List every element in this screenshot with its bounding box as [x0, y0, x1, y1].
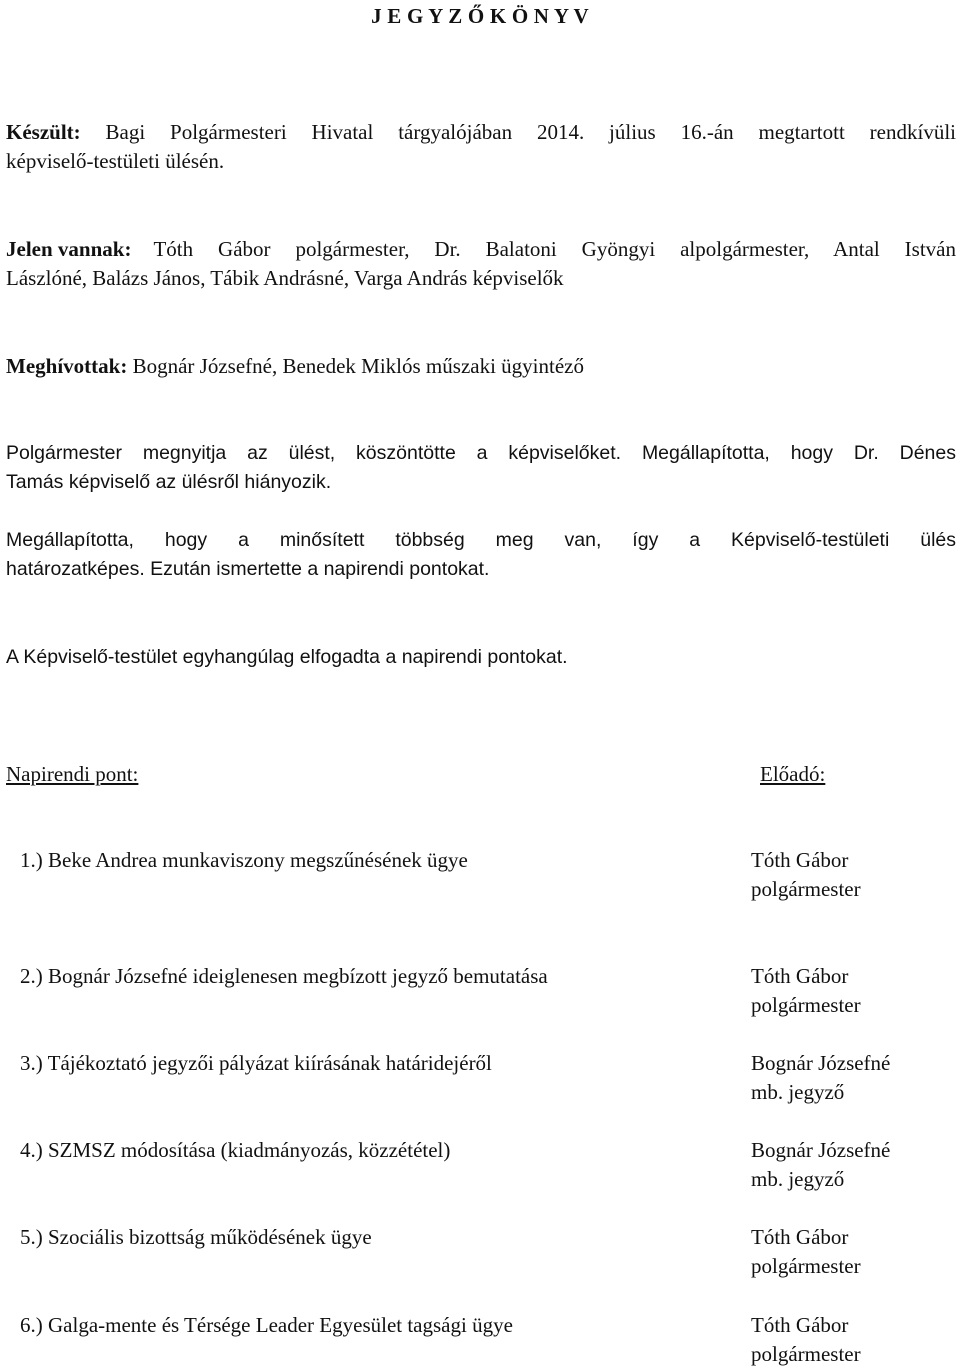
meghivottak-label: Meghívottak:	[6, 354, 128, 378]
opening-line2: Tamás képviselő az ülésről hiányozik.	[6, 471, 332, 493]
presenter-name: Tóth Gábor	[751, 1313, 849, 1337]
agenda-presenter-4	[751, 1136, 956, 1194]
presenter-role: polgármester	[751, 877, 861, 901]
jelen-label: Jelen vannak:	[6, 237, 132, 261]
jelen-paragraph	[6, 235, 956, 293]
agenda-header-presenter	[760, 760, 825, 789]
presenter-role: polgármester	[751, 1254, 861, 1278]
quorum-line1: Megállapította, hogy a minősített többség meg van, így a Képviselő-testületi ülés	[6, 529, 956, 551]
agenda-header-item-text: Napirendi pont:	[6, 762, 139, 786]
agenda-item-1: 1.) Beke Andrea munkaviszony megszűnésének ügye	[20, 848, 468, 872]
presenter-name: Bognár Józsefné	[751, 1051, 891, 1075]
presenter-name: Tóth Gábor	[751, 964, 849, 988]
presenter-name: Tóth Gábor	[751, 848, 849, 872]
accepted-paragraph: A Képviselő-testület egyhangúlag elfogadta a napirendi pontokat.	[6, 646, 568, 668]
presenter-role: mb. jegyző	[751, 1080, 845, 1104]
keszult-label: Készült:	[6, 120, 81, 144]
jelen-line1: Tóth Gábor polgármester, Dr. Balatoni Gyöngyi alpolgármester, Antal István	[153, 237, 956, 261]
agenda-header-presenter-text: Előadó:	[760, 762, 826, 786]
agenda-item-2: 2.) Bognár Józsefné ideiglenesen megbízott jegyző bemutatása	[20, 964, 548, 988]
opening-line1: Polgármester megnyitja az ülést, köszöntötte a képviselőket. Megállapította, hogy Dr. Dénes	[6, 442, 956, 464]
presenter-name: Tóth Gábor	[751, 1225, 849, 1249]
keszult-text: Bagi Polgármesteri Hivatal tárgyalójában 2014. július 16.-án megtartott rendkívüli	[105, 120, 956, 144]
opening-paragraph	[6, 439, 956, 497]
keszult-text-line2: képviselő-testületi ülésén.	[6, 149, 225, 173]
jelen-line2: Lászlóné, Balázs János, Tábik Andrásné, Varga András képviselők	[6, 266, 564, 290]
quorum-line2: határozatképes. Ezután ismertette a napirendi pontokat.	[6, 558, 490, 580]
quorum-paragraph	[6, 526, 956, 584]
keszult-paragraph	[6, 118, 956, 176]
agenda-item-6: 6.) Galga-mente és Térsége Leader Egyesület tagsági ügye	[20, 1313, 513, 1337]
agenda-presenter-5	[751, 1223, 956, 1281]
agenda-presenter-2	[751, 962, 956, 1020]
agenda-item-5: 5.) Szociális bizottság működésének ügye	[20, 1225, 372, 1249]
presenter-name: Bognár Józsefné	[751, 1138, 891, 1162]
meghivottak-text: Bognár Józsefné, Benedek Miklós műszaki ügyintéző	[132, 354, 584, 378]
agenda-presenter-3	[751, 1049, 956, 1107]
presenter-role: mb. jegyző	[751, 1167, 845, 1191]
meghivottak-paragraph	[6, 352, 956, 381]
agenda-presenter-1	[751, 846, 956, 904]
presenter-role: polgármester	[751, 993, 861, 1017]
presenter-role: polgármester	[751, 1342, 861, 1366]
agenda-item-4: 4.) SZMSZ módosítása (kiadmányozás, közzététel)	[20, 1138, 451, 1162]
document-title: J E G Y Z Ő K Ö N Y V	[371, 4, 589, 28]
agenda-presenter-6	[751, 1311, 956, 1369]
agenda-header-item	[6, 760, 138, 789]
agenda-item-3: 3.) Tájékoztató jegyzői pályázat kiírásának határidejéről	[20, 1051, 492, 1075]
